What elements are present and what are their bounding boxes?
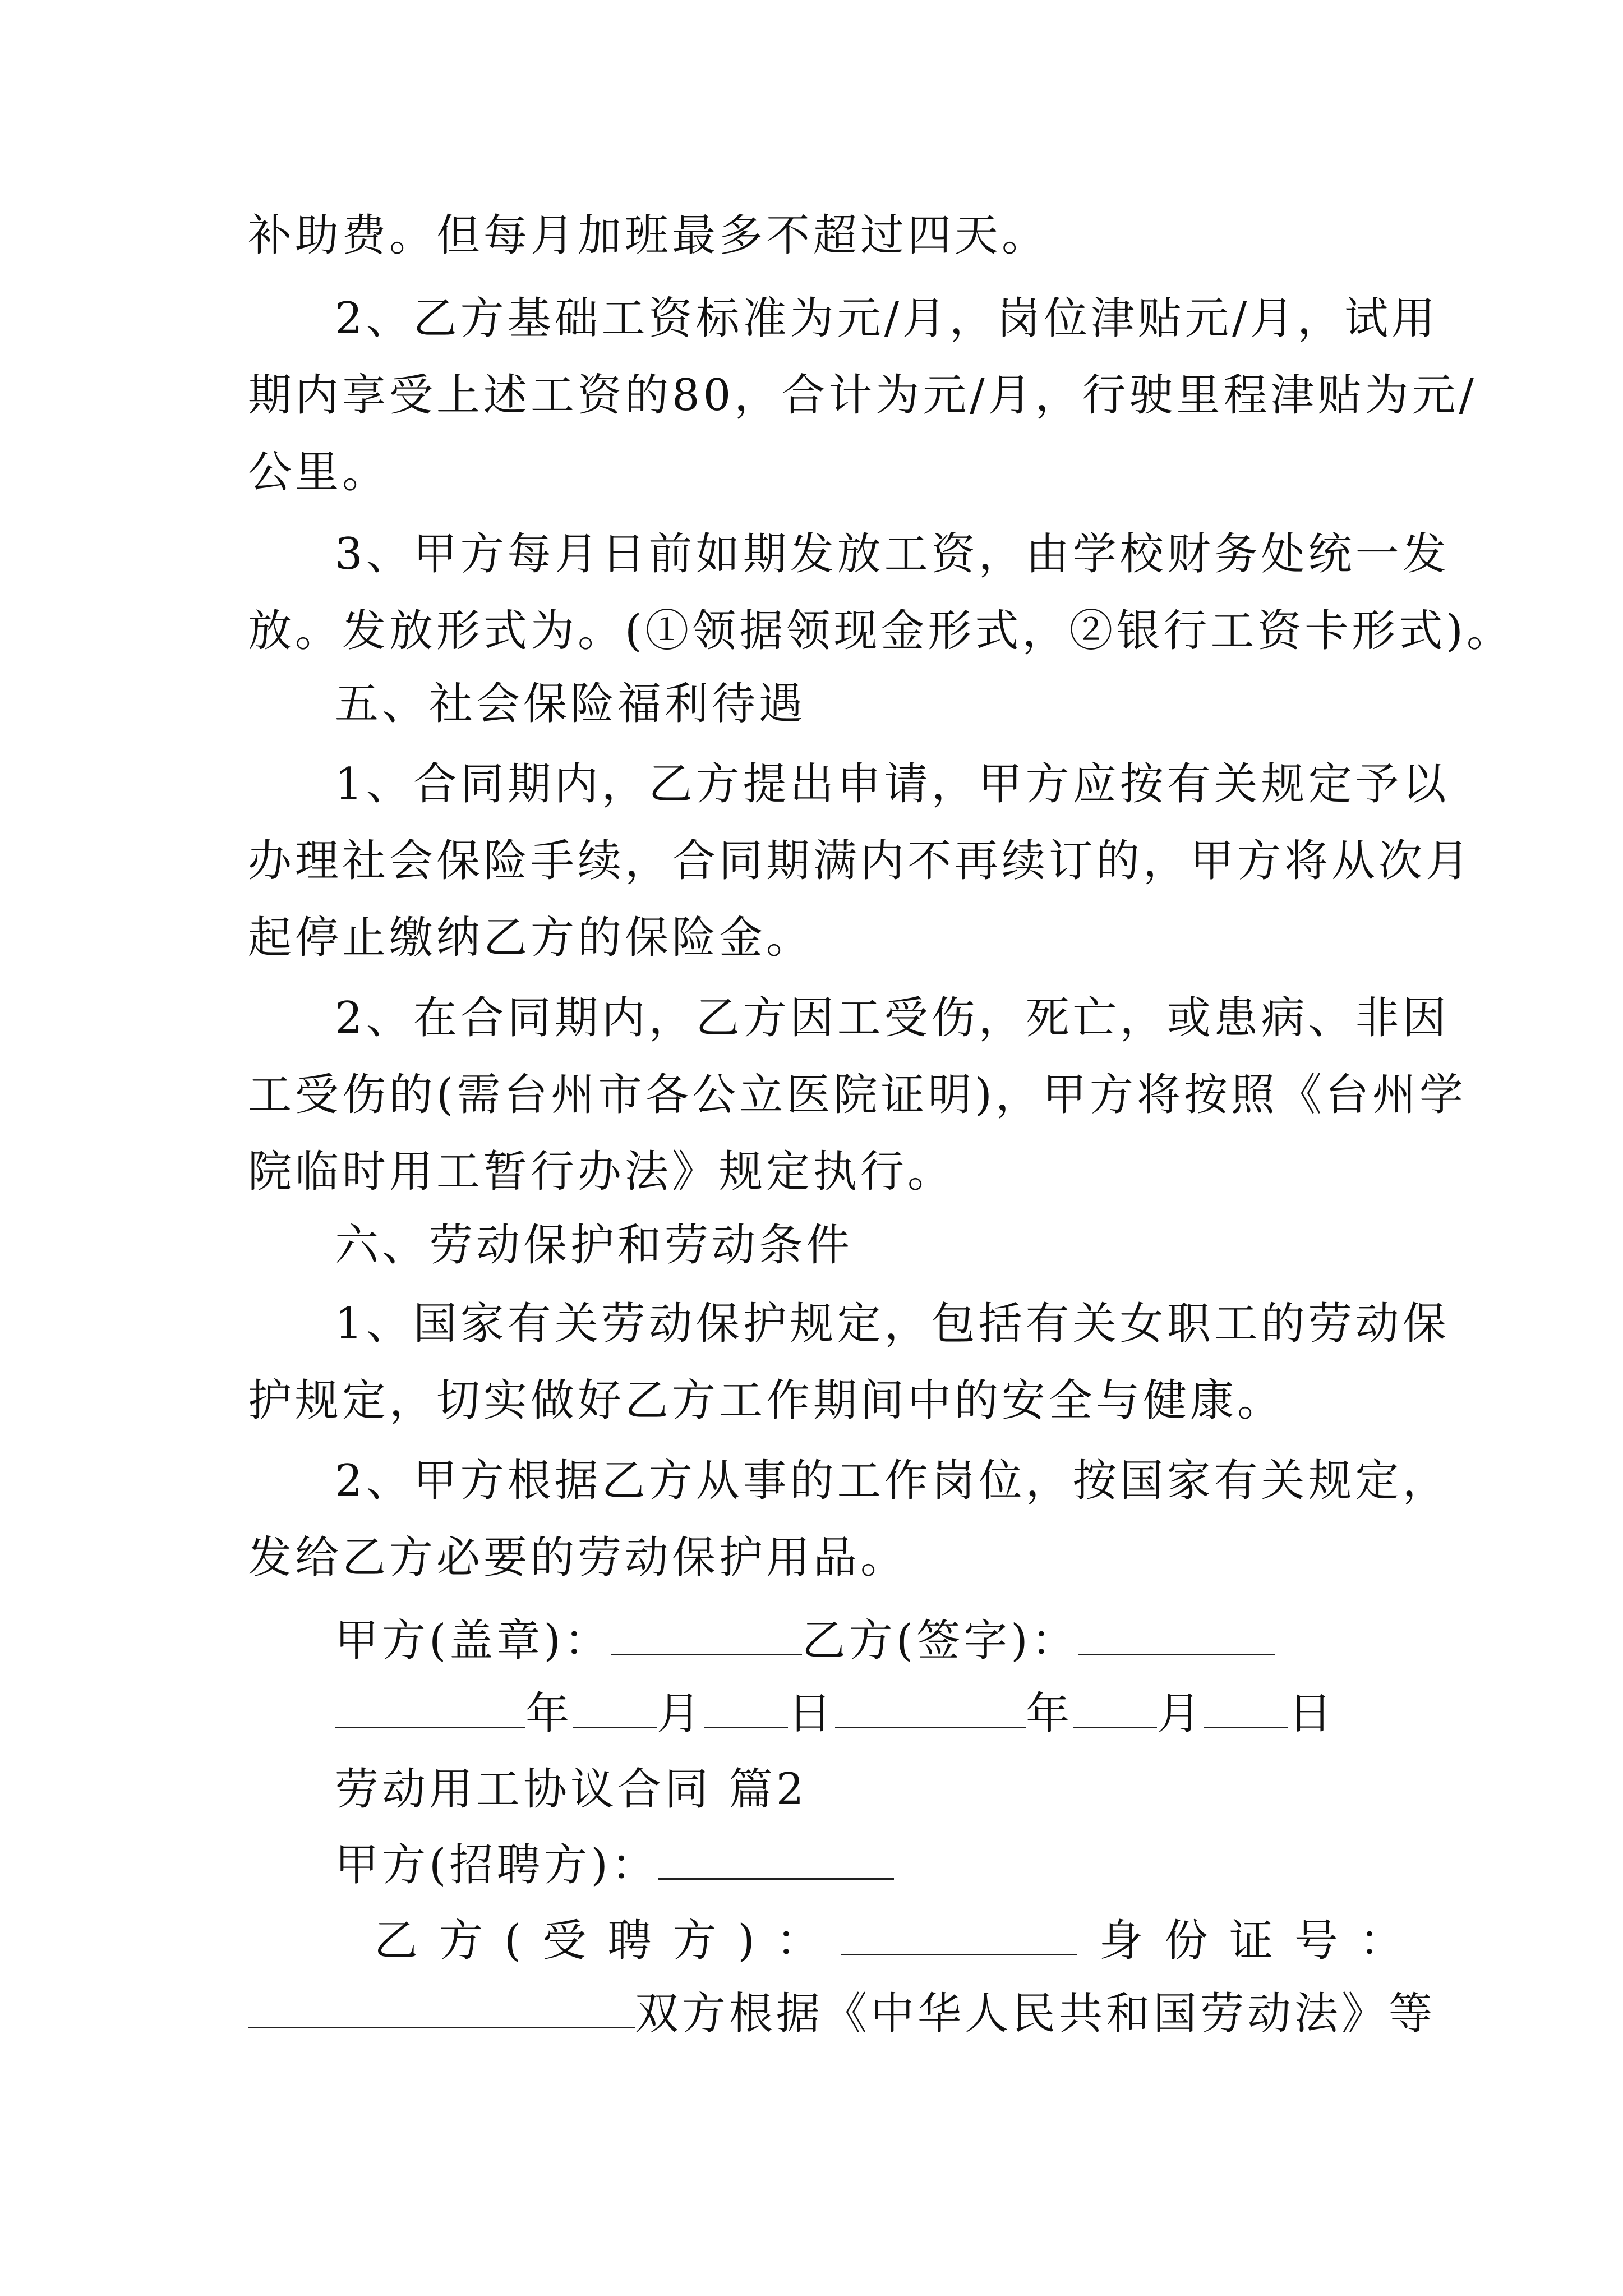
- section-heading: 六、劳动保护和劳动条件: [335, 1220, 854, 1271]
- paragraph-line: 3、甲方每月日前如期发放工资，由学校财务处统一发: [335, 529, 1450, 579]
- employer-row: [335, 1837, 894, 1893]
- paragraph-line: 公里。: [248, 447, 390, 498]
- paragraph-line: 2、甲方根据乙方从事的工作岗位，按国家有关规定，: [335, 1456, 1450, 1506]
- party-b-year-blank[interactable]: [835, 1687, 1026, 1728]
- party-a-month-blank[interactable]: [573, 1687, 657, 1728]
- basis-row: [248, 1986, 1436, 2042]
- month-label: 月: [657, 1688, 704, 1739]
- basis-text: 双方根据《中华人民共和国劳动法》等: [635, 1989, 1436, 2039]
- paragraph-line: 护规定，切实做好乙方工作期间中的安全与健康。: [248, 1375, 1285, 1426]
- day-label: 日: [1288, 1688, 1336, 1739]
- party-a-day-blank[interactable]: [704, 1687, 788, 1728]
- year-label: 年: [525, 1688, 573, 1739]
- section-title: 劳动用工协议合同 篇2: [335, 1764, 808, 1815]
- id-number-label: 身份证号：: [1099, 1916, 1424, 1966]
- paragraph-line: 起停止缴纳乙方的保险金。: [248, 913, 814, 963]
- party-b-month-blank[interactable]: [1073, 1687, 1157, 1728]
- paragraph-line: 院临时用工暂行办法》规定执行。: [248, 1147, 955, 1197]
- paragraph-line: 1、国家有关劳动保护规定，包括有关女职工的劳动保: [335, 1299, 1450, 1349]
- day-label: 日: [788, 1688, 836, 1739]
- party-b-sign-label: 乙方(签字)：: [801, 1616, 1078, 1666]
- party-b-day-blank[interactable]: [1204, 1687, 1288, 1728]
- paragraph-line: 2、乙方基础工资标准为元/月，岗位津贴元/月，试用: [335, 293, 1439, 344]
- section-heading: 五、社会保险福利待遇: [335, 679, 806, 729]
- employee-blank[interactable]: [841, 1915, 1077, 1955]
- paragraph-line: 2、在合同期内，乙方因工受伤，死亡，或患病、非因: [335, 993, 1450, 1043]
- year-label: 年: [1026, 1688, 1073, 1739]
- paragraph-line: 发给乙方必要的劳动保护用品。: [248, 1533, 908, 1583]
- signature-row: [335, 1613, 1275, 1669]
- party-a-year-blank[interactable]: [335, 1687, 525, 1728]
- paragraph-line: 工受伤的(需台州市各公立医院证明)，甲方将按照《台州学: [248, 1070, 1467, 1120]
- paragraph-line: 补助费。但每月加班最多不超过四天。: [248, 210, 1049, 261]
- id-number-blank[interactable]: [248, 1987, 635, 2028]
- employer-label: 甲方(招聘方)：: [335, 1840, 658, 1890]
- party-a-seal-blank[interactable]: [611, 1614, 802, 1655]
- employee-row: [374, 1913, 1424, 1969]
- paragraph-line: 办理社会保险手续，合同期满内不再续订的，甲方将从次月: [248, 836, 1473, 886]
- month-label: 月: [1157, 1688, 1205, 1739]
- party-a-seal-label: 甲方(盖章)：: [335, 1616, 611, 1666]
- party-b-sign-blank[interactable]: [1078, 1614, 1275, 1655]
- employer-blank[interactable]: [658, 1839, 894, 1880]
- paragraph-line: 1、合同期内，乙方提出申请，甲方应按有关规定予以: [335, 759, 1450, 809]
- paragraph-line: 期内享受上述工资的80，合计为元/月，行驶里程津贴为元/: [248, 370, 1477, 421]
- date-row: [335, 1686, 1335, 1742]
- paragraph-line: 放。发放形式为。(①领据领现金形式，②银行工资卡形式)。: [248, 606, 1514, 656]
- employee-label: 乙方(受聘方)：: [374, 1916, 841, 1966]
